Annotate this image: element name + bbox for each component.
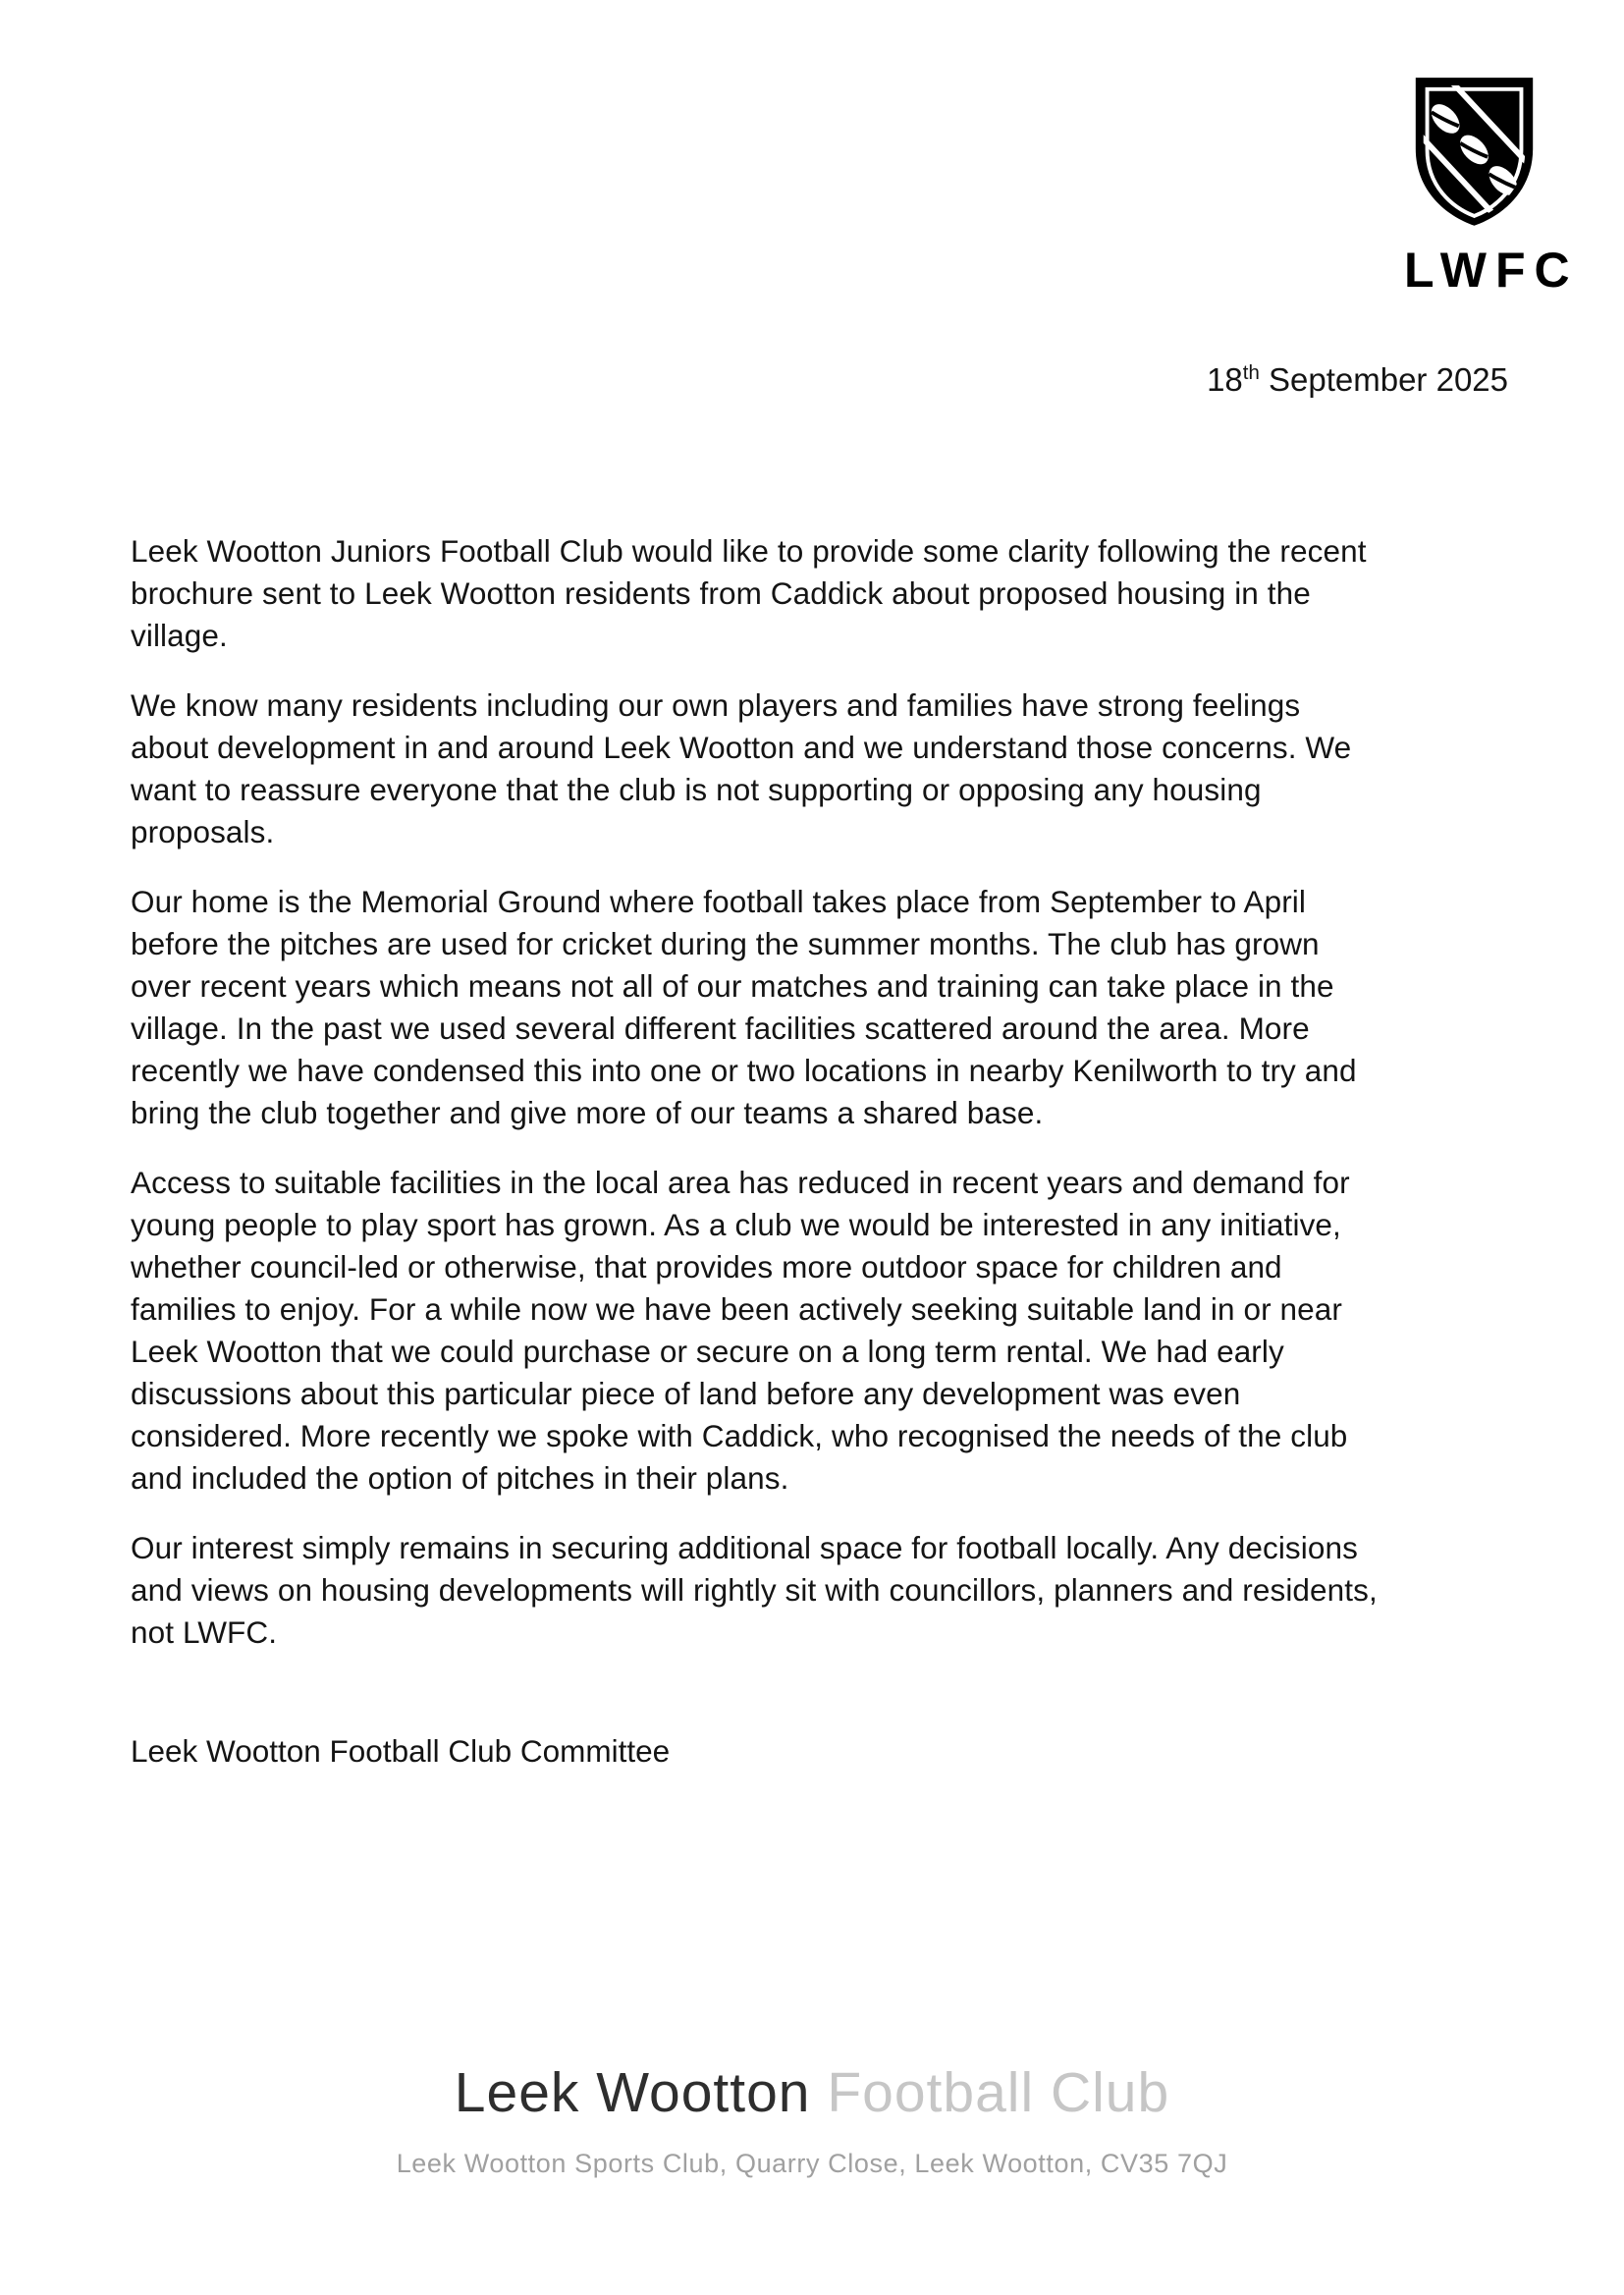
paragraph-2 (131, 684, 1510, 853)
letter-line: whether council-led or otherwise, that provides more outdoor space for children and (131, 1249, 1282, 1284)
letter-line: and views on housing developments will rightly sit with councillors, planners and residents, (131, 1572, 1378, 1608)
lwfc-shield-icon (1404, 69, 1543, 228)
letter-line: village. (131, 618, 228, 653)
letter-line: Leek Wootton that we could purchase or secure on a long term rental. We had early (131, 1334, 1284, 1369)
paragraph-3 (131, 881, 1510, 1134)
footer-club-name-faded: Football Club (827, 2061, 1170, 2124)
logo-wordmark: LWFC (1404, 243, 1579, 298)
date-ordinal: th (1242, 361, 1260, 384)
letter-line: Access to suitable facilities in the local area has reduced in recent years and demand for (131, 1165, 1350, 1200)
letter-line: Leek Wootton Juniors Football Club would like to provide some clarity following the recent (131, 533, 1367, 569)
date-month-year: September 2025 (1259, 361, 1508, 398)
footer-club-name (0, 2060, 1624, 2125)
signature-line: Leek Wootton Football Club Committee (131, 1733, 671, 1769)
paragraph-1 (131, 530, 1510, 657)
club-logo (1404, 69, 1579, 299)
letter-line: recently we have condensed this into one or two locations in nearby Kenilworth to try and (131, 1053, 1357, 1088)
letter-line: over recent years which means not all of our matches and training can take place in the (131, 968, 1334, 1004)
letter-line: bring the club together and give more of our teams a shared base. (131, 1095, 1044, 1130)
letter-line: families to enjoy. For a while now we have been actively seeking suitable land in or near (131, 1291, 1342, 1327)
letter-line: We know many residents including our own players and families have strong feelings (131, 687, 1301, 723)
letter-line: young people to play sport has grown. As a club we would be interested in any initiative, (131, 1207, 1341, 1242)
letter-line: about development in and around Leek Wootton and we understand those concerns. We (131, 730, 1352, 765)
footer-club-name-primary: Leek Wootton (454, 2061, 811, 2124)
letter-line: want to reassure everyone that the club is not supporting or opposing any housing (131, 772, 1262, 807)
letter-line: proposals. (131, 814, 275, 849)
letter-line: Our home is the Memorial Ground where football takes place from September to April (131, 884, 1307, 919)
letterhead-footer (0, 2060, 1624, 2179)
paragraph-4 (131, 1162, 1510, 1500)
letter-line: before the pitches are used for cricket during the summer months. The club has grown (131, 926, 1320, 961)
letter-body (131, 530, 1510, 1681)
footer-address: Leek Wootton Sports Club, Quarry Close, Leek Wootton, CV35 7QJ (396, 2149, 1228, 2178)
letter-line: discussions about this particular piece of land before any development was even (131, 1376, 1241, 1411)
letter-line: not LWFC. (131, 1614, 278, 1650)
letter-line: brochure sent to Leek Wootton residents from Caddick about proposed housing in the (131, 575, 1311, 611)
letter-line: and included the option of pitches in their plans. (131, 1460, 789, 1496)
letter-line: considered. More recently we spoke with Caddick, who recognised the needs of the club (131, 1418, 1348, 1453)
letter-line: Our interest simply remains in securing additional space for football locally. Any decisions (131, 1530, 1358, 1565)
paragraph-5 (131, 1527, 1510, 1654)
letter-date (1207, 361, 1508, 399)
date-day: 18 (1207, 361, 1243, 398)
letter-line: village. In the past we used several different facilities scattered around the area. More (131, 1011, 1310, 1046)
